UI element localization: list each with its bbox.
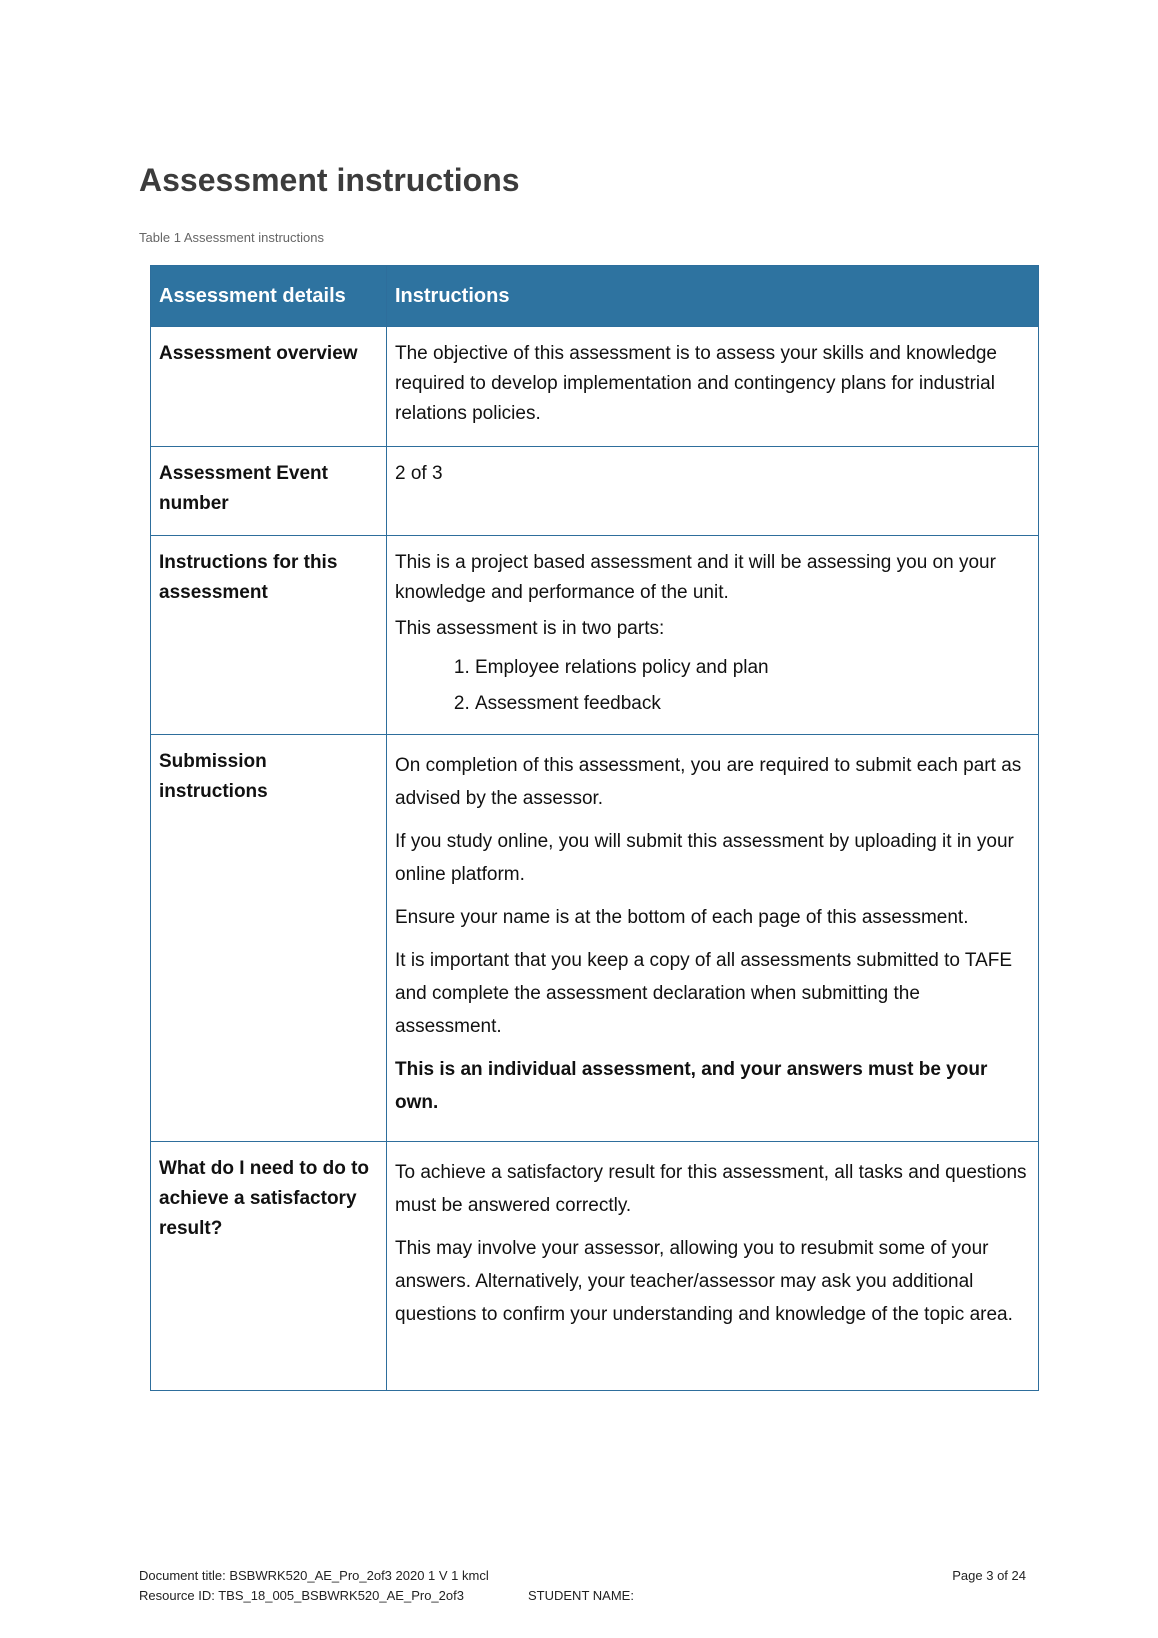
row-text: 2 of 3 — [387, 447, 1039, 536]
table-row — [151, 735, 1039, 1142]
footer-document-title: Document title: BSBWRK520_AE_Pro_2of3 2020 1 V 1 kmcl — [139, 1568, 489, 1583]
row-label: Submission instructions — [151, 735, 387, 1142]
row-label: Instructions for this assessment — [151, 536, 387, 735]
row-content — [387, 1142, 1039, 1391]
row-label: Assessment overview — [151, 327, 387, 447]
footer-resource-id: Resource ID: TBS_18_005_BSBWRK520_AE_Pro_2of3 — [139, 1588, 464, 1603]
row-label: What do I need to do to achieve a satisfactory result? — [151, 1142, 387, 1391]
footer-student-name: STUDENT NAME: — [528, 1588, 634, 1603]
paragraph: This is an individual assessment, and your answers must be your own. — [395, 1059, 988, 1113]
header-instructions: Instructions — [387, 266, 1039, 327]
list-item: 1. Employee relations policy and plan — [475, 650, 1030, 686]
table-row — [151, 1142, 1039, 1391]
paragraph: This may involve your assessor, allowing you to resubmit some of your answers. Alternatively, your teacher/assessor may ask you additional questions to confirm your understanding and knowledge of the topic area. — [395, 1238, 1013, 1325]
table-row — [151, 327, 1039, 447]
assessment-instructions-table — [150, 265, 1039, 1391]
paragraph: This is a project based assessment and it will be assessing you on your knowledge and performance of the unit. — [395, 552, 996, 603]
row-text: The objective of this assessment is to assess your skills and knowledge required to develop implementation and contingency plans for industrial relations policies. — [387, 327, 1039, 447]
paragraph: It is important that you keep a copy of all assessments submitted to TAFE and complete the assessment declaration when submitting the assessment. — [395, 950, 1013, 1037]
table-header-row — [151, 266, 1039, 327]
footer-page-number: Page 3 of 24 — [952, 1568, 1026, 1583]
row-content — [387, 735, 1039, 1142]
paragraph: This assessment is in two parts: — [395, 618, 665, 639]
paragraph: On completion of this assessment, you are required to submit each part as advised by the assessor. — [395, 755, 1022, 809]
header-assessment-details: Assessment details — [151, 266, 387, 327]
paragraph: If you study online, you will submit this assessment by uploading it in your online platform. — [395, 831, 1014, 885]
row-label: Assessment Event number — [151, 447, 387, 536]
list-item: 2. Assessment feedback — [475, 686, 1030, 722]
table-row — [151, 447, 1039, 536]
page-title: Assessment instructions — [139, 162, 520, 198]
row-content — [387, 536, 1039, 735]
table-caption: Table 1 Assessment instructions — [139, 230, 324, 245]
paragraph: Ensure your name is at the bottom of each page of this assessment. — [395, 907, 969, 928]
paragraph: To achieve a satisfactory result for this assessment, all tasks and questions must be answered correctly. — [395, 1162, 1027, 1216]
parts-list — [395, 650, 1030, 722]
table-row — [151, 536, 1039, 735]
